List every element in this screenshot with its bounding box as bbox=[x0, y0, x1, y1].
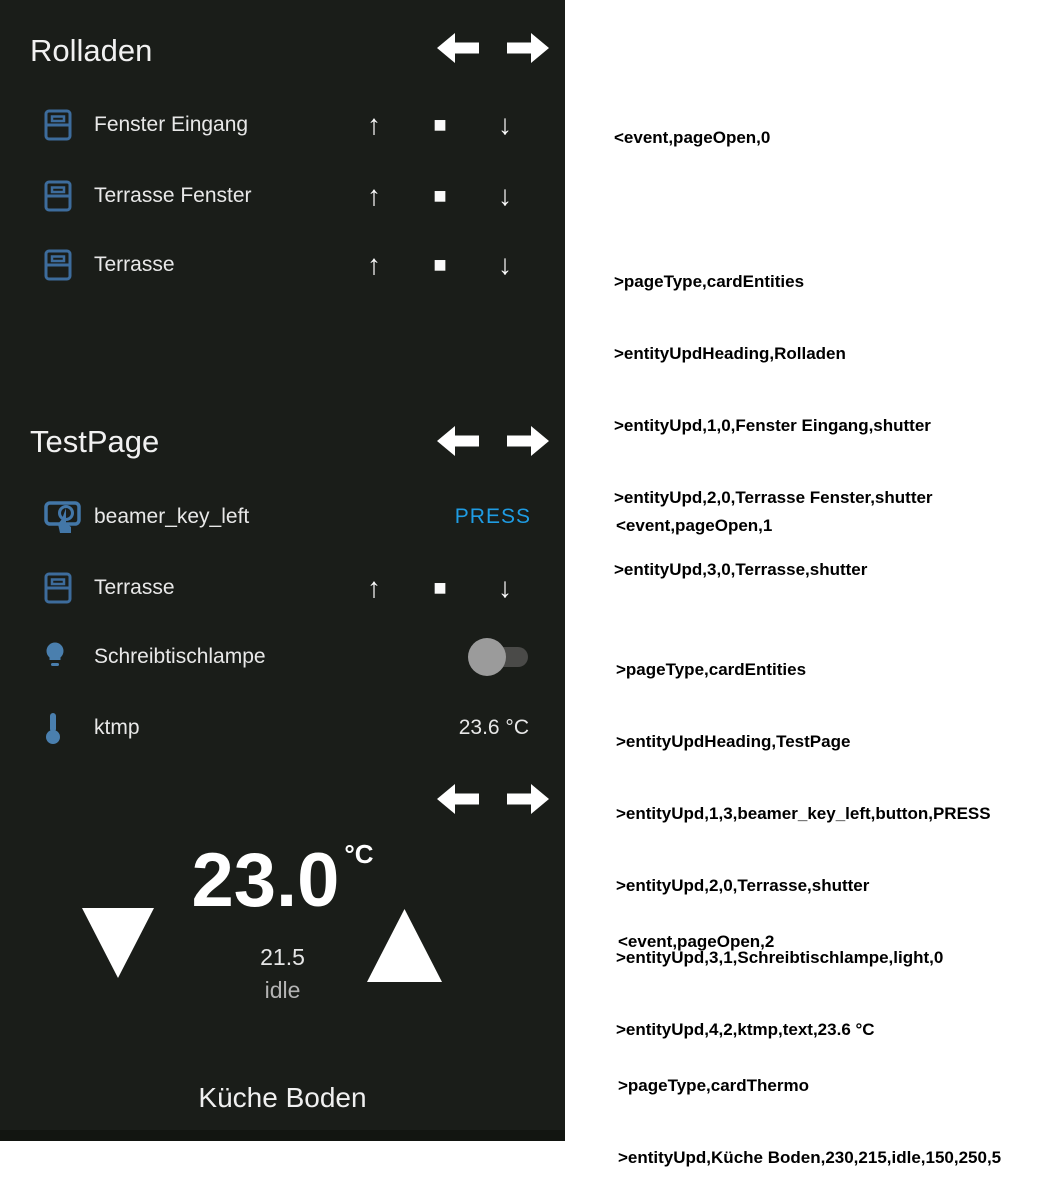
nav-next-button[interactable] bbox=[507, 426, 549, 456]
entity-label: Fenster Eingang bbox=[94, 113, 249, 136]
protocol-event-line: <event,pageOpen,1 bbox=[616, 516, 773, 535]
entity-label: ktmp bbox=[94, 716, 140, 739]
protocol-line: >entityUpd,2,0,Terrasse,shutter bbox=[616, 876, 870, 895]
shutter-up-button[interactable]: ↑ bbox=[367, 572, 381, 603]
protocol-line: >entityUpd,3,1,Schreibtischlampe,light,0 bbox=[616, 948, 944, 967]
shutter-down-button[interactable]: ↓ bbox=[498, 109, 512, 140]
protocol-line: >entityUpd,4,2,ktmp,text,23.6 °C bbox=[616, 1020, 875, 1039]
press-button[interactable]: PRESS bbox=[454, 505, 531, 528]
page-title: Rolladen bbox=[30, 33, 153, 68]
protocol-line: >entityUpd,3,0,Terrasse,shutter bbox=[614, 560, 868, 579]
nav-prev-button[interactable] bbox=[437, 426, 479, 456]
sensor-value: 23.6 °C bbox=[458, 716, 529, 739]
nav-prev-button[interactable] bbox=[437, 33, 479, 63]
protocol-line: >pageType,cardEntities bbox=[616, 660, 807, 679]
shutter-up-button[interactable]: ↑ bbox=[367, 109, 381, 140]
protocol-line: >entityUpdHeading,TestPage bbox=[616, 732, 851, 751]
thermostat-name: Küche Boden bbox=[198, 1082, 367, 1113]
shutter-down-button[interactable]: ↓ bbox=[498, 249, 512, 280]
protocol-line: >pageType,cardThermo bbox=[618, 1076, 809, 1095]
current-temperature-value: 23.0 bbox=[191, 838, 340, 923]
page-nav bbox=[437, 426, 549, 456]
shutter-stop-button[interactable]: ■ bbox=[433, 575, 447, 600]
shutter-stop-button[interactable]: ■ bbox=[433, 183, 447, 208]
entity-row bbox=[0, 634, 565, 680]
shutter-stop-button[interactable]: ■ bbox=[433, 252, 447, 277]
entity-row bbox=[0, 494, 565, 540]
entity-label: beamer_key_left bbox=[94, 505, 250, 528]
protocol-block-page2 bbox=[618, 882, 1001, 1194]
protocol-line: >entityUpd,2,0,Terrasse Fenster,shutter bbox=[614, 488, 933, 507]
nav-prev-button[interactable] bbox=[437, 784, 479, 814]
entity-row bbox=[0, 173, 565, 219]
lightbulb-icon bbox=[44, 641, 66, 673]
light-toggle[interactable] bbox=[468, 637, 528, 677]
bottom-edge bbox=[0, 1130, 565, 1141]
thermometer-icon bbox=[44, 711, 62, 745]
protocol-line: >pageType,cardEntities bbox=[614, 272, 805, 291]
target-temperature: 21.5 bbox=[260, 944, 305, 970]
entity-row bbox=[0, 242, 565, 288]
entity-row bbox=[0, 705, 565, 751]
protocol-line: >entityUpd,1,3,beamer_key_left,button,PRESS bbox=[616, 804, 991, 823]
shutter-icon bbox=[44, 572, 72, 604]
protocol-line: >entityUpd,1,0,Fenster Eingang,shutter bbox=[614, 416, 931, 435]
arrow-left-icon bbox=[437, 426, 479, 456]
arrow-right-icon bbox=[507, 426, 549, 456]
page-nav bbox=[437, 33, 549, 63]
entity-row bbox=[0, 102, 565, 148]
blank-line bbox=[614, 198, 933, 222]
shutter-up-button[interactable]: ↑ bbox=[367, 180, 381, 211]
page-title: TestPage bbox=[30, 424, 160, 459]
arrow-left-icon bbox=[437, 784, 479, 814]
entity-label: Schreibtischlampe bbox=[94, 645, 266, 668]
hvac-state: idle bbox=[264, 977, 301, 1003]
nav-next-button[interactable] bbox=[507, 784, 549, 814]
shutter-icon bbox=[44, 180, 72, 212]
protocol-event-line: <event,pageOpen,0 bbox=[614, 128, 771, 147]
nav-next-button[interactable] bbox=[507, 33, 549, 63]
arrow-left-icon bbox=[437, 33, 479, 63]
temperature-unit: °C bbox=[344, 839, 374, 869]
entity-label: Terrasse Fenster bbox=[94, 184, 252, 207]
entity-row bbox=[0, 565, 565, 611]
entity-label: Terrasse bbox=[94, 253, 175, 276]
protocol-line: >entityUpd,Küche Boden,230,215,idle,150,250,5 bbox=[618, 1148, 1002, 1167]
shutter-stop-button[interactable]: ■ bbox=[433, 112, 447, 137]
shutter-icon bbox=[44, 249, 72, 281]
blank-line bbox=[616, 586, 991, 610]
page-nav bbox=[437, 784, 549, 814]
gesture-tap-button-icon bbox=[44, 499, 82, 535]
shutter-up-button[interactable]: ↑ bbox=[367, 249, 381, 280]
toggle-knob bbox=[468, 638, 506, 676]
entity-label: Terrasse bbox=[94, 576, 175, 599]
shutter-down-button[interactable]: ↓ bbox=[498, 572, 512, 603]
protocol-event-line: <event,pageOpen,2 bbox=[618, 932, 775, 951]
arrow-right-icon bbox=[507, 784, 549, 814]
blank-line bbox=[618, 1002, 1001, 1026]
arrow-right-icon bbox=[507, 33, 549, 63]
protocol-line: >entityUpdHeading,Rolladen bbox=[614, 344, 846, 363]
shutter-icon bbox=[44, 109, 72, 141]
shutter-down-button[interactable]: ↓ bbox=[498, 180, 512, 211]
